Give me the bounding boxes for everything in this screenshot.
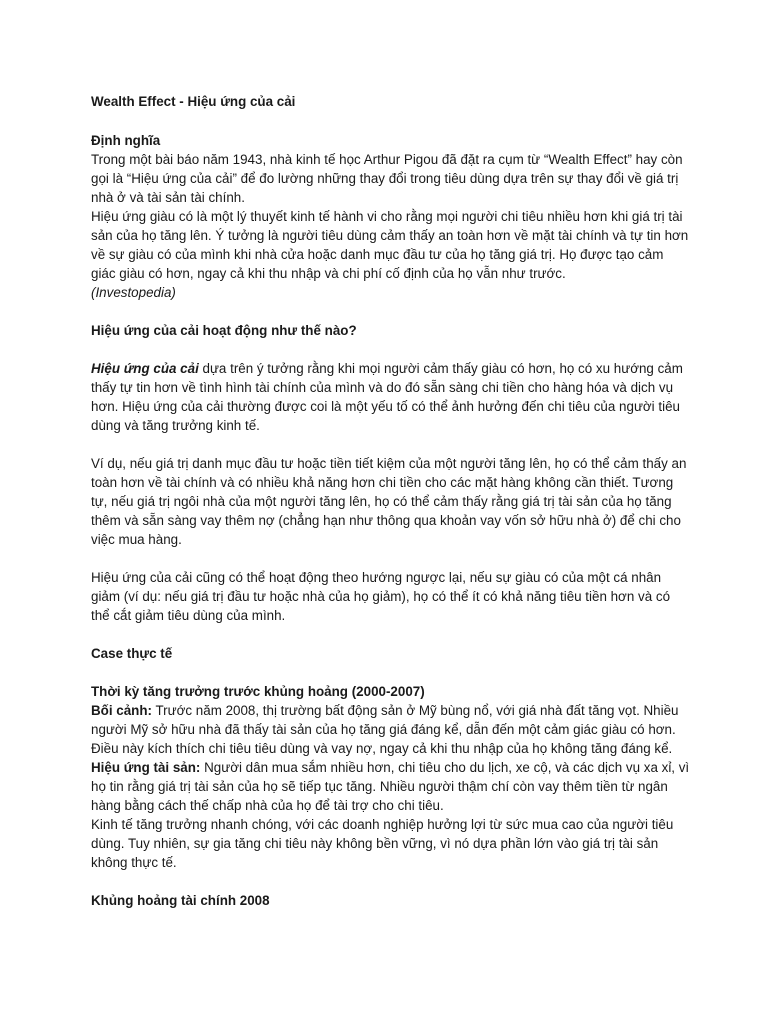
cases-heading: Case thực tế [91, 646, 173, 661]
definition-paragraph-1: Trong một bài báo năm 1943, nhà kinh tế học Arthur Pigou đã đặt ra cụm từ “Wealth Effect” hay còn gọi là “Hiệu ứng của cải” để đo lường những thay đổi trong tiêu dùng dựa trên sự thay đổi về giá trị nhà ở và tài sản tài chính. [91, 152, 683, 205]
how-paragraph-1-lead: Hiệu ứng của cải [91, 361, 199, 376]
spacer [91, 625, 691, 644]
how-paragraph-1 [91, 359, 691, 435]
document-title: Wealth Effect - Hiệu ứng của cải [91, 94, 296, 109]
period1-effect [91, 758, 691, 815]
period1-context-text: Trước năm 2008, thị trường bất động sản ở Mỹ bùng nổ, với giá nhà đất tăng vọt. Nhiều người Mỹ sở hữu nhà đã thấy tài sản của họ tăng giá đáng kể, dẫn đến một cảm giác giàu có hơn. Điều này kích thích chi tiêu tiêu dùng và vay nợ, ngay cả khi thu nhập của họ không tăng đáng kể. [91, 703, 679, 756]
definition-source: (Investopedia) [91, 285, 176, 300]
spacer [91, 549, 691, 568]
period1-effect-text: Người dân mua sắm nhiều hơn, chi tiêu cho du lịch, xe cộ, và các dịch vụ xa xỉ, vì họ tin rằng giá trị tài sản của họ sẽ tiếp tục tăng. Nhiều người thậm chí còn vay thêm tiền từ ngân hàng bằng cách thế chấp nhà của họ để tài trợ cho chi tiêu. [91, 760, 690, 813]
how-heading: Hiệu ứng của cải hoạt động như thế nào? [91, 323, 357, 338]
period2-heading: Khủng hoảng tài chính 2008 [91, 893, 270, 908]
period1-effect-label: Hiệu ứng tài sản: [91, 760, 201, 775]
definition-heading: Định nghĩa [91, 133, 161, 148]
spacer [91, 435, 691, 454]
how-paragraph-3: Hiệu ứng của cải cũng có thể hoạt động theo hướng ngược lại, nếu sự giàu có của một cá nhân giảm (ví dụ: nếu giá trị đầu tư hoặc nhà của họ giảm), họ có thể ít có khả năng tiêu tiền hơn và có thể cắt giảm tiêu dùng của mình. [91, 570, 671, 623]
document-body [91, 92, 691, 910]
definition-paragraph-2: Hiệu ứng giàu có là một lý thuyết kinh tế hành vi cho rằng mọi người chi tiêu nhiều hơn khi giá trị tài sản của họ tăng lên. Ý tưởng là người tiêu dùng cảm thấy an toàn hơn về mặt tài chính và tự tin hơn về sự giàu có của mình khi nhà cửa hoặc danh mục đầu tư của họ tăng giá trị. Họ được tạo cảm giác giàu có hơn, ngay cả khi thu nhập và chi phí cố định của họ vẫn như trước. [91, 209, 689, 281]
how-paragraph-1-rest: dựa trên ý tưởng rằng khi mọi người cảm thấy giàu có hơn, họ có xu hướng cảm thấy tự tin hơn về tình hình tài chính của mình và do đó sẵn sàng chi tiền cho hàng hóa và dịch vụ hơn. Hiệu ứng của cải thường được coi là một yếu tố có thể ảnh hưởng đến chi tiêu của người tiêu dùng và tăng trưởng kinh tế. [91, 361, 683, 433]
period1-context-label: Bối cảnh: [91, 703, 153, 718]
spacer [91, 663, 691, 682]
period1-growth: Kinh tế tăng trưởng nhanh chóng, với các doanh nghiệp hưởng lợi từ sức mua cao của người tiêu dùng. Tuy nhiên, sự gia tăng chi tiêu này không bền vững, vì nó dựa phần lớn vào giá trị tài sản không thực tế. [91, 817, 674, 870]
period1-context [91, 701, 691, 758]
how-paragraph-2: Ví dụ, nếu giá trị danh mục đầu tư hoặc tiền tiết kiệm của một người tăng lên, họ có thể cảm thấy an toàn hơn về tài chính và có nhiều khả năng hơn chi tiền cho các mặt hàng không cần thiết. Tương tự, nếu giá trị ngôi nhà của một người tăng lên, họ có thể cảm thấy rằng giá trị tài sản của họ tăng thêm và sẵn sàng vay thêm nợ (chẳng hạn như thông qua khoản vay vốn sở hữu nhà ở) để chi cho việc mua hàng. [91, 456, 687, 547]
spacer [91, 302, 691, 321]
spacer [91, 340, 691, 359]
period1-heading: Thời kỳ tăng trưởng trước khủng hoảng (2000-2007) [91, 684, 425, 699]
spacer [91, 872, 691, 891]
